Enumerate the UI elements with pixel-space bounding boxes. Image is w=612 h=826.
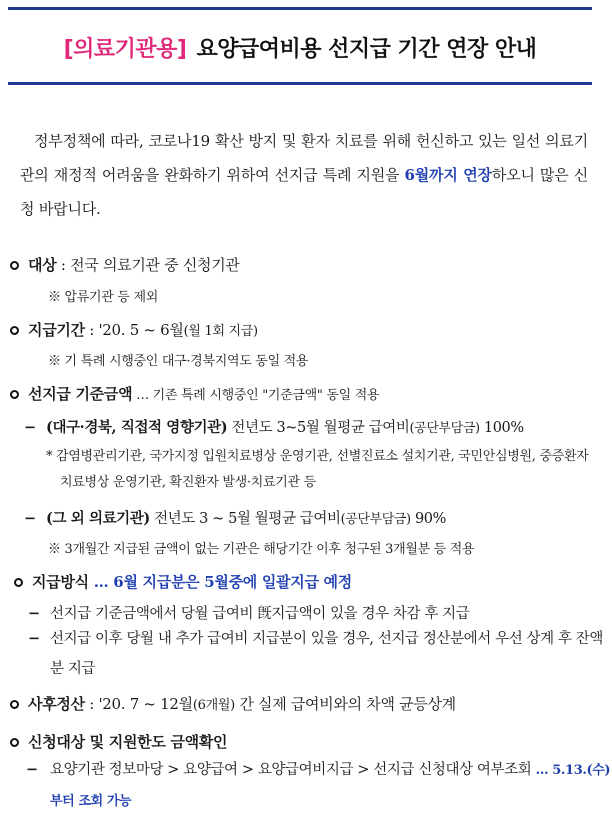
period-note: ※ 기 특례 시행중인 대구·경북지역도 동일 적용 [48, 354, 309, 369]
amount-sub2-paren: (공단부담금) [340, 512, 411, 527]
amount-sub2-label: (그 외 의료기관) [46, 510, 150, 527]
amount-text: … 기존 특례 시행중인 "기준금액" 동일 적용 [132, 388, 380, 403]
section-settlement [10, 693, 456, 714]
dash-2: − [24, 510, 36, 527]
method-highlight: … 6월 지급분은 5월중에 일괄지급 예정 [88, 573, 352, 591]
circle-bullet-icon [14, 578, 23, 587]
dash-3: − [28, 605, 40, 622]
intro-text-1: 정부정책에 따라, 코로나19 확산 방지 및 환자 치료를 위해 헌신하고 있는 일선 의료기관의 재정적 어려움을 완화하기 위하여 선지급 특례 지원을 [20, 132, 588, 184]
method-item1-text: 선지급 기준금액에서 당월 급여비 旣지급액이 있을 경우 차감 후 지급 [50, 606, 470, 622]
method-item2-text: 선지급 이후 당월 내 추가 급여비 지급분이 있을 경우, 선지급 정산분에서 우선 상계 후 잔액분 지급 [50, 631, 603, 677]
audience-tag: [의료기관용] [63, 36, 187, 62]
method-item-1 [28, 602, 469, 623]
circle-bullet-icon [10, 700, 19, 709]
settlement-sep: : [84, 695, 99, 713]
amount-sub1-paren: (공단부담금) [409, 421, 480, 436]
amount-sub1 [24, 416, 524, 437]
check-item-1 [26, 755, 612, 817]
circle-bullet-icon [10, 261, 19, 270]
period-label: 지급기간 [28, 321, 85, 339]
check-item1-highlight: … 5.13.(수)부터 조회 가능 [50, 763, 611, 809]
header-bottom-rule [8, 82, 592, 85]
target-note: ※ 압류기관 등 제외 [48, 290, 159, 305]
page-title: 요양급여비용 선지급 기간 연장 안내 [196, 36, 537, 62]
period-text: '20. 5 ~ 6월 [98, 321, 184, 339]
header-top-rule [8, 7, 592, 10]
intro-highlight: 6월까지 연장 [404, 166, 492, 184]
target-text: 전국 의료기관 중 신청기관 [70, 256, 240, 274]
target-label: 대상 [28, 256, 57, 274]
amount-sub2 [24, 507, 446, 528]
amount-sub2-text: 전년도 3 ~ 5월 월평균 급여비 [149, 511, 341, 527]
section-amount [10, 383, 379, 404]
section-method [14, 571, 352, 592]
intro-paragraph [20, 124, 588, 226]
circle-bullet-icon [10, 326, 19, 335]
amount-sub1-label: (대구·경북, 직접적 영향기관) [46, 419, 228, 436]
dash-5: − [26, 761, 38, 778]
circle-bullet-icon [10, 390, 19, 399]
page-header [8, 20, 592, 74]
period-sep: : [84, 321, 99, 339]
section-check [10, 731, 227, 752]
target-sep: : [56, 256, 71, 274]
amount-sub2-pct: 90% [410, 511, 446, 527]
section-period [10, 319, 258, 340]
method-label: 지급방식 [32, 573, 89, 591]
check-item1-text: 요양기관 정보마당 > 요양급여 > 요양급여비지급 > 선지급 신청대상 여부조회 [50, 762, 536, 778]
section-target [10, 254, 240, 275]
check-label: 신청대상 및 지원한도 금액확인 [28, 733, 228, 751]
method-item-2 [28, 624, 610, 684]
dash-1: − [24, 419, 36, 436]
amount-sub1-text: 전년도 3~5월 월평균 급여비 [227, 420, 410, 436]
settlement-paren: (6개월) [192, 698, 235, 713]
circle-bullet-icon [10, 738, 19, 747]
amount-label: 선지급 기준금액 [28, 385, 133, 403]
settlement-text2: 간 실제 급여비와의 차액 균등상계 [234, 695, 456, 713]
intro-text-2: 하오니 많은 신청 바랍니다. [20, 166, 588, 218]
period-paren: (월 1회 지급) [183, 324, 258, 339]
settlement-text1: '20. 7 ~ 12월 [98, 695, 193, 713]
amount-sub1-pct: 100% [479, 420, 524, 436]
amount-sub2-note: ※ 3개월간 지급된 금액이 없는 기관은 해당기간 이후 청구된 3개월분 등 적용 [48, 542, 475, 557]
amount-sub1-note: * 감염병관리기관, 국가지정 입원치료병상 운영기관, 선별진료소 설치기관, 국민안심병원, 중증환자 치료병상 운영기관, 확진환자 발생·치료기관 등 [46, 449, 589, 490]
dash-4: − [28, 630, 40, 647]
settlement-label: 사후정산 [28, 695, 85, 713]
